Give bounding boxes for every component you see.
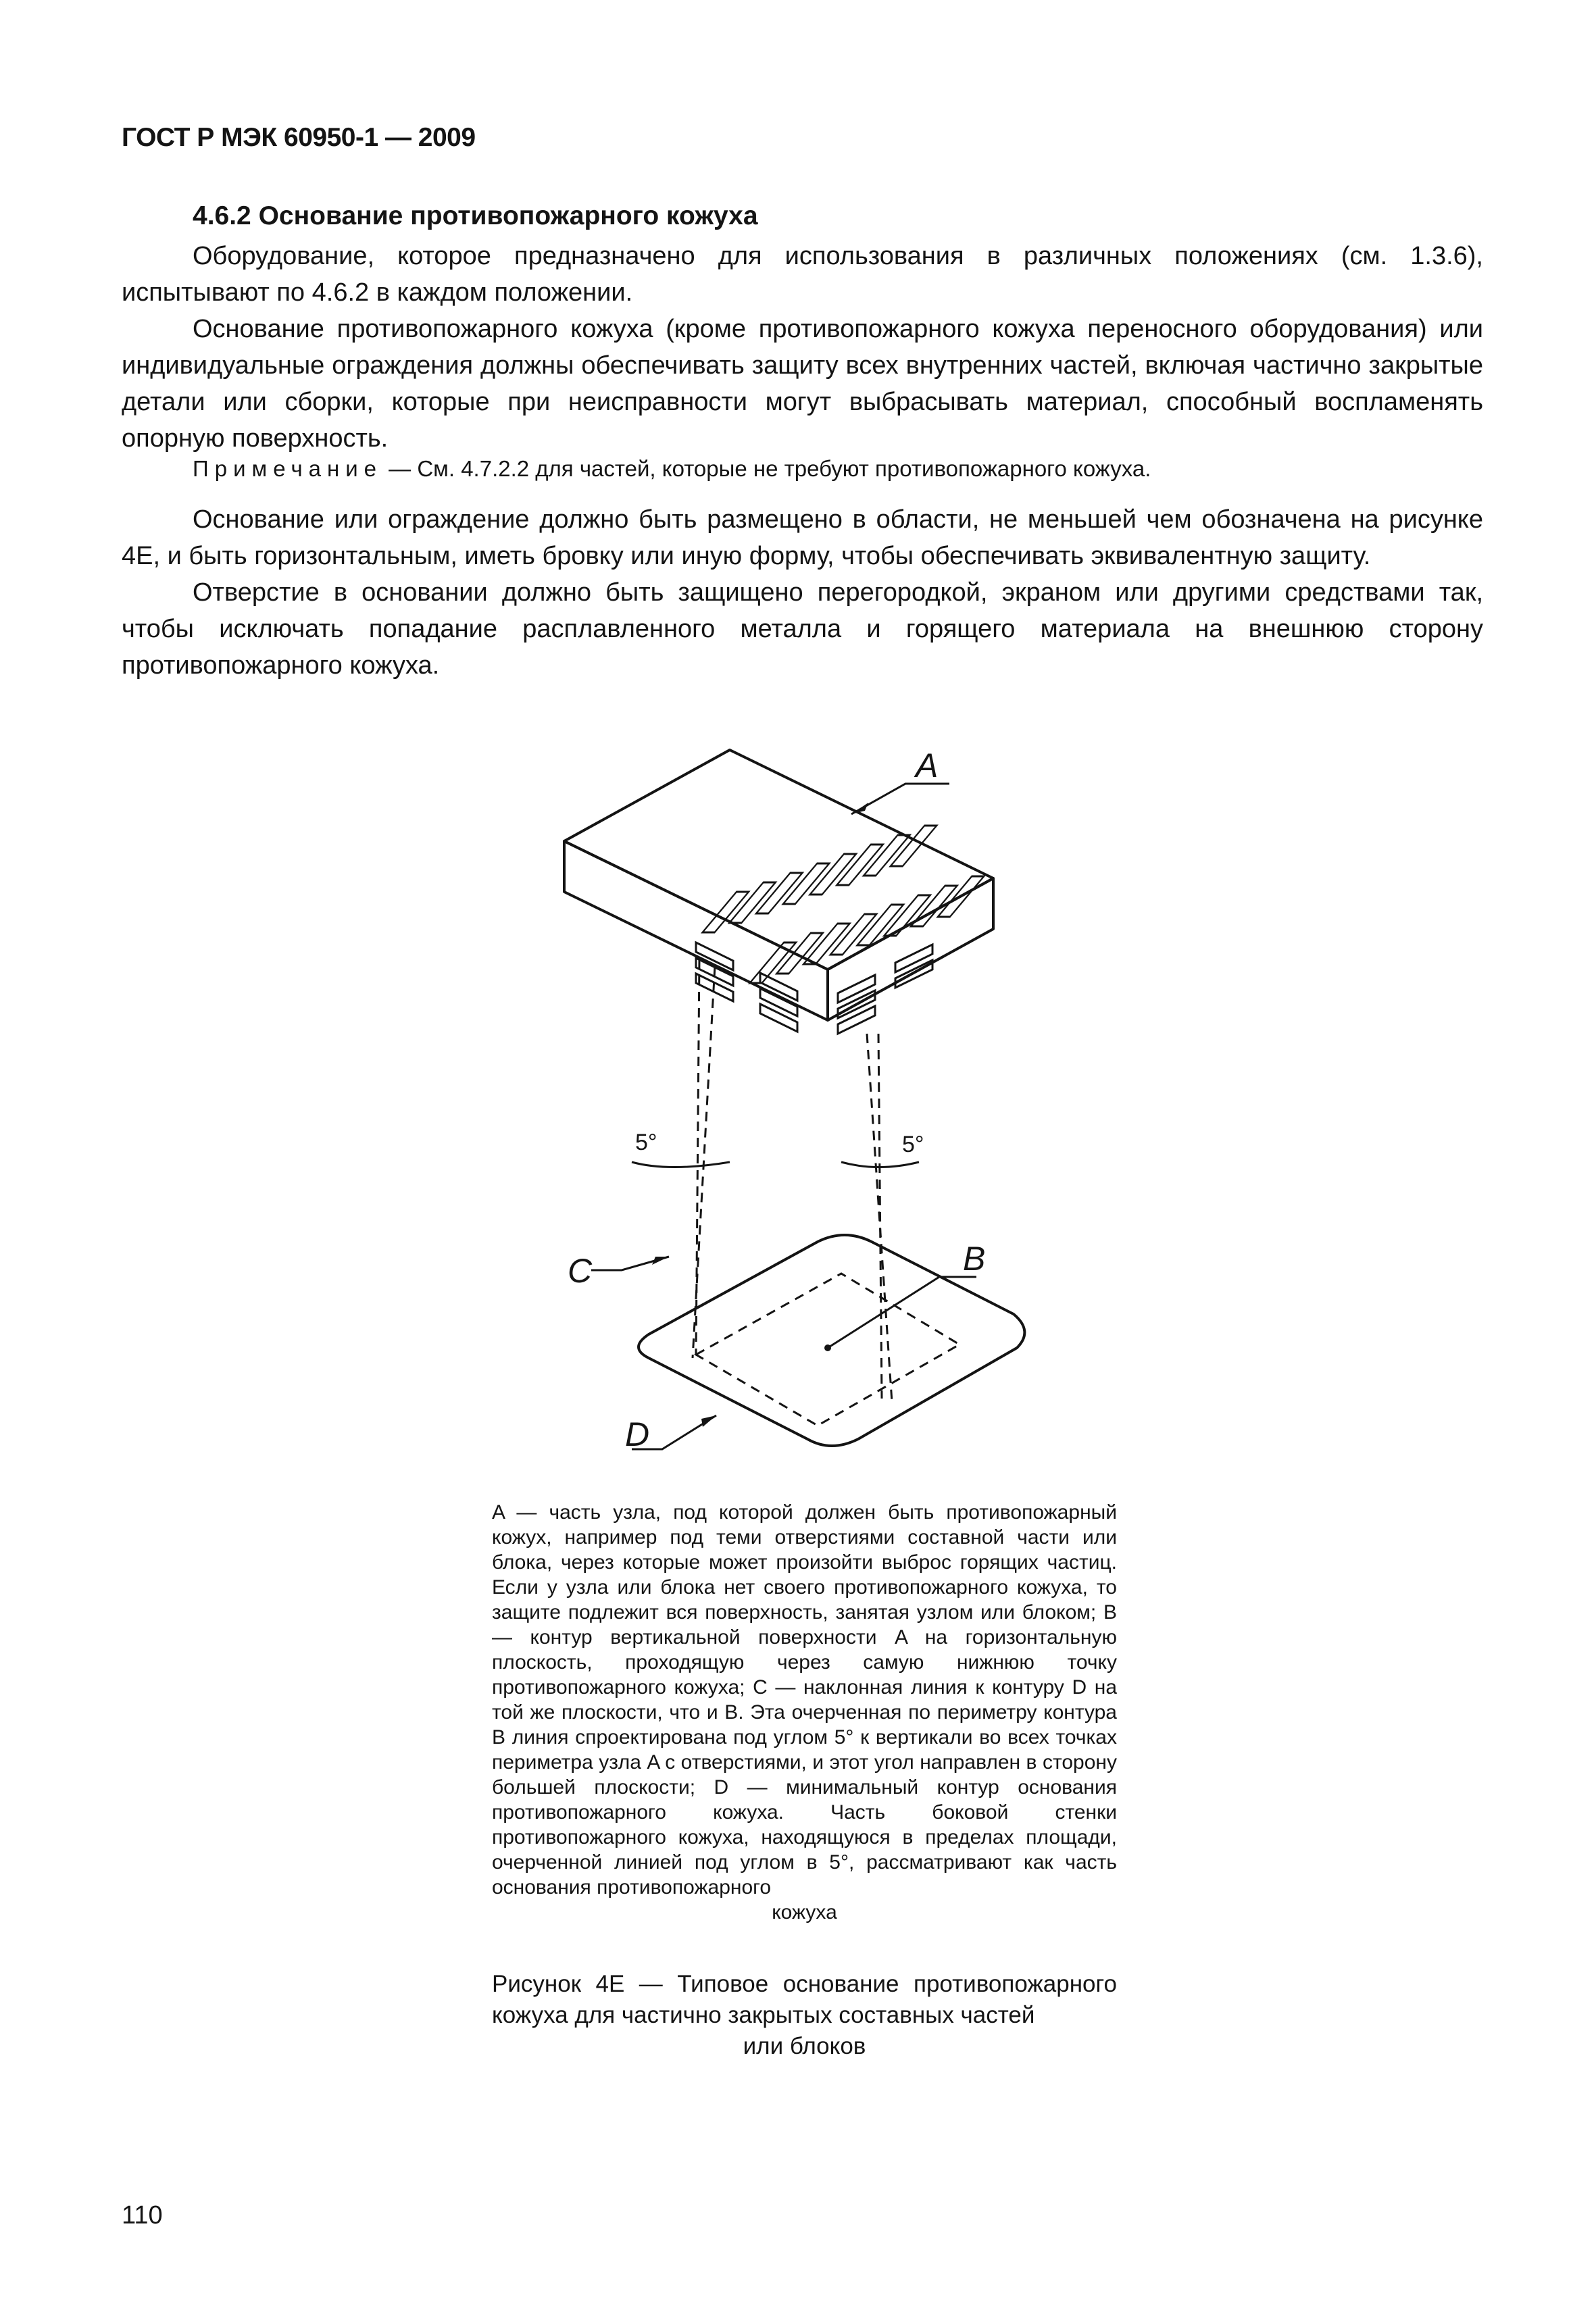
leader-a (851, 784, 949, 814)
figure-label-a: A (916, 747, 939, 784)
paragraph: Отверстие в основании должно быть защищено перегородкой, экраном или другими средствами так, чтобы исключать попадание расплавленного металла и горящего материала на внешнюю сторону противопожарного кожуха. (122, 578, 1483, 680)
note-text: — См. 4.7.2.2 для частей, которые не требуют противопожарного кожуха. (382, 456, 1151, 481)
page-number: 110 (122, 2201, 163, 2230)
top-vents-row-2 (750, 876, 984, 983)
caption-text-end: или блоков (743, 2033, 866, 2059)
legend-text-end: кожуха (772, 1901, 837, 1923)
angle-label-left: 5° (635, 1130, 657, 1155)
note-label: Примечание (193, 456, 383, 481)
figure-label-b: B (963, 1240, 986, 1278)
box-left-face (564, 841, 828, 1020)
caption-text: Рисунок 4Е — Типовое основание противопожарного кожуха для частично закрытых составных частей (492, 1971, 1117, 2028)
figure-4e (541, 730, 1081, 1500)
figure-label-c: C (568, 1252, 593, 1290)
box-right-face (828, 878, 993, 1020)
top-vents-row-1 (703, 826, 937, 932)
figure-drawing (541, 730, 1081, 1500)
paragraph: Оборудование, которое предназначено для использования в различных положениях (см. 1.3.6), испытывают по 4.6.2 в каждом положении. (122, 242, 1483, 307)
section-title: 4.6.2 Основание противопожарного кожуха (193, 201, 758, 230)
paragraph-block-1 (122, 238, 1483, 457)
angle-label-right: 5° (902, 1132, 924, 1157)
point-b (824, 1344, 831, 1351)
figure-caption (492, 1969, 1117, 2062)
legend-text: A — часть узла, под которой должен быть противопожарный кожух, например под теми отверстиями составной части или блока, через которые может произойти выброс горящих частиц. Если у узла или блока нет своего противопожарного кожуха, то защите подлежит вся поверхность, занятая узлом или блоком; B — контур вертикальной поверхности A на горизонтальную плоскость, проходящую через самую нижнюю точку противопожарного кожуха; C — наклонная линия к контуру D на той же плоскости, что и B. Эта очерченная по периметру контура B линия спроектирована под углом 5° к вертикали во всех точках периметра узла A с отверстиями, и этот угол направлен в сторону большей плоскости; D — минимальный контур основания противопожарного кожуха. Часть боковой стенки противопожарного кожуха, находящуюся в пределах площади, очерченной линией под углом в 5°, рассматривают как часть основания противопожарного (492, 1501, 1117, 1898)
angle-arc-left (632, 1162, 730, 1167)
page-header: ГОСТ Р МЭК 60950-1 — 2009 (122, 123, 476, 152)
arrow-d (701, 1415, 716, 1427)
leader-b (828, 1277, 976, 1348)
paragraph: Основание или ограждение должно быть размещено в области, не меньшей чем обозначена на рисунке 4Е, и быть горизонтальным, иметь бровку или иную форму, чтобы обеспечивать эквивалентную защиту. (122, 505, 1483, 570)
figure-label-d: D (625, 1415, 650, 1453)
paragraph: Основание противопожарного кожуха (кроме противопожарного кожуха переносного оборудования) или индивидуальные ограждения должны обеспечивать защиту всех внутренних частей, включая частично закрытые детали или сборки, которые при неисправности могут выбрасывать материал, способный воспламенять опорную поверхность. (122, 315, 1483, 453)
paragraph-block-2 (122, 501, 1483, 684)
figure-legend (492, 1500, 1117, 1925)
note (193, 454, 1151, 484)
